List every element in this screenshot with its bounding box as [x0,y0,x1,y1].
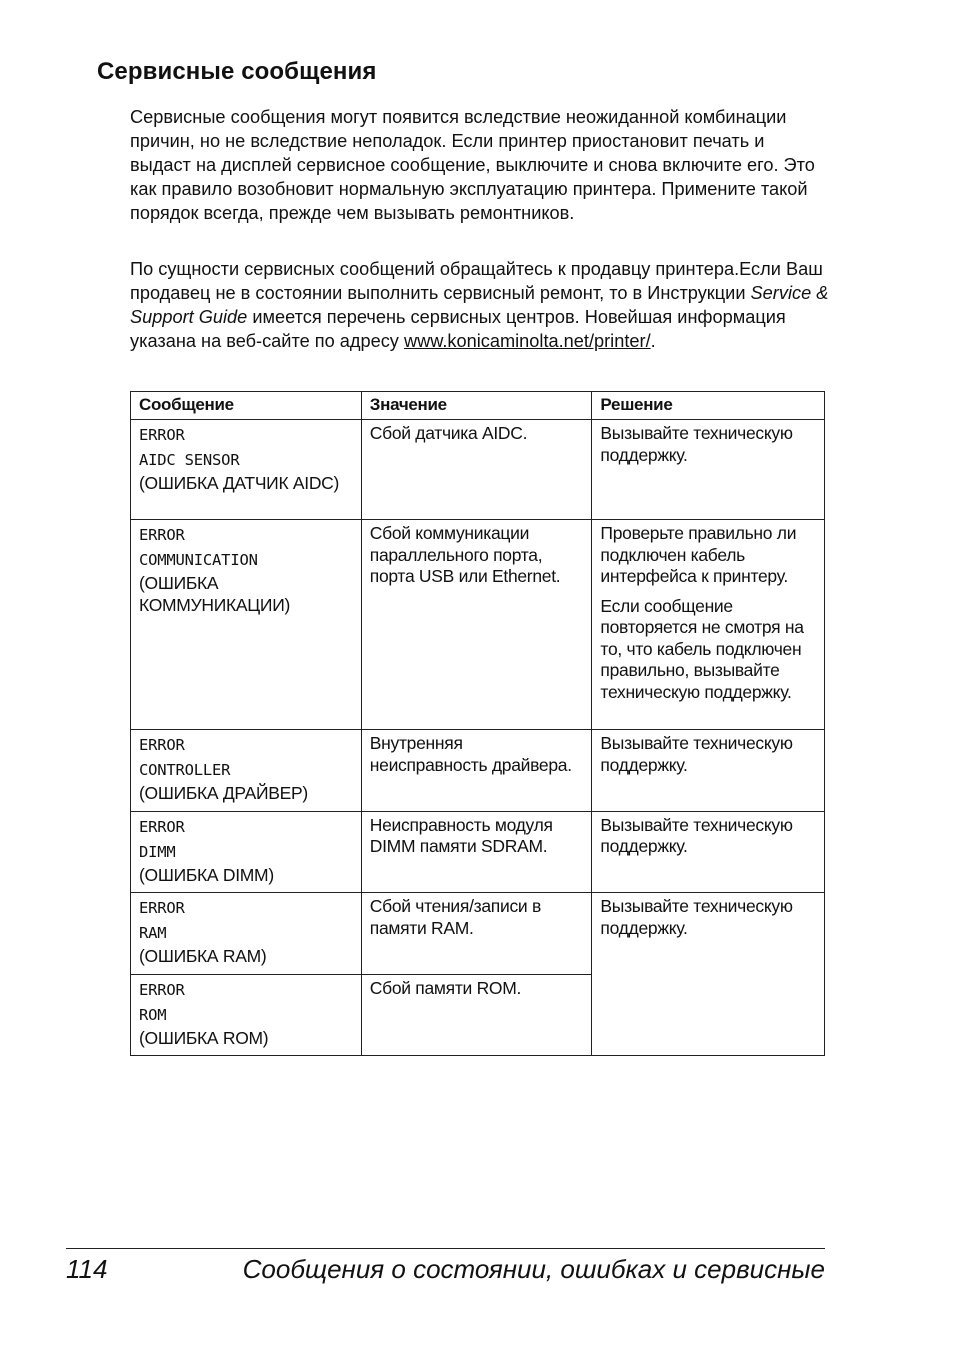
contact-paragraph [130,257,830,353]
error-code-line2: AIDC SENSOR [139,451,240,469]
error-label: (ОШИБКА ДАТЧИК AIDC) [139,473,340,493]
message-cell [131,811,362,893]
intro-paragraph: Сервисные сообщения могут появится вследствие неожиданной комбинации причин, но не вследствие неполадок. Если принтер приостановит печать и выдаст на дисплей сервисное сообщение, выключите и снова включите его. Это как правило возобновит нормальную эксплуатацию принтера. Примените такой порядок всегда, прежде чем вызывать ремонтников. [130,107,815,223]
error-code-line2: ROM [139,1005,167,1024]
table-row [131,730,825,812]
error-code-line1: ERROR [139,736,185,754]
solution-cell [592,520,825,730]
solution-cell [592,420,825,520]
error-code-line2: DIMM [139,842,176,861]
solution-cell [592,730,825,812]
solution-text: Проверьте правильно ли подключен кабель интерфейса к принтеру. [600,523,797,586]
meaning-cell: Сбой чтения/записи в памяти RAM. [361,893,592,975]
message-cell [131,420,362,520]
table-row [131,811,825,893]
table-row [131,520,825,730]
solution-cell-merged [592,893,825,1056]
table-header-row [131,392,825,420]
error-label: (ОШИБКА RAM) [139,946,267,966]
message-cell [131,974,362,1056]
page-number: 114 [66,1254,108,1284]
message-cell [131,520,362,730]
contact-text-middle: имеется перечень сервисных центров. Новейшая информация указана на веб-сайте по адресу [130,307,786,351]
table-row [131,420,825,520]
solution-text: Вызывайте техническую поддержку. [600,814,793,856]
solution-text: Вызывайте техническую поддержку. [600,423,793,465]
error-code-line2: CONTROLLER [139,761,231,779]
header-message: Сообщение [131,392,362,420]
message-cell [131,893,362,975]
table-row [131,893,825,975]
chapter-title: Сообщения о состоянии, ошибках и сервисные [242,1254,825,1284]
error-code-line1: ERROR [139,426,185,444]
service-messages-table [130,391,825,1056]
error-code-line1: ERROR [139,526,185,544]
solution-cell [592,811,825,893]
error-code-line1: ERROR [139,817,185,836]
contact-text-before: По сущности сервисных сообщений обращайтесь к продавцу принтера.Если Ваш продавец не в состоянии выполнить сервисный ремонт, то в Инструкции [130,259,823,303]
error-label: (ОШИБКА DIMM) [139,864,274,885]
meaning-cell: Внутренняя неисправность драйвера. [361,730,592,812]
header-meaning: Значение [361,392,592,420]
error-code-line1: ERROR [139,980,185,999]
footer-divider [66,1248,825,1249]
error-label: (ОШИБКА ДРАЙВЕР) [139,783,308,803]
solution-text-followup: Если сообщение повторяется не смотря на то, что кабель подключен правильно, вызывайте техническую поддержку. [600,595,804,702]
error-code-line2: RAM [139,924,167,942]
meaning-cell: Неисправность модуля DIMM памяти SDRAM. [361,811,592,893]
header-solution: Решение [592,392,825,420]
message-cell [131,730,362,812]
website-link[interactable]: www.konicaminolta.net/printer/ [403,331,651,351]
solution-text: Вызывайте техническую поддержку. [600,733,793,775]
error-label: (ОШИБКА КОММУНИКАЦИИ) [139,573,290,615]
error-code-line2: COMMUNICATION [139,551,258,569]
solution-text: Вызывайте техническую поддержку. [600,896,793,938]
meaning-cell: Сбой коммуникации параллельного порта, порта USB или Ethernet. [361,520,592,730]
meaning-cell: Сбой датчика AIDC. [361,420,592,520]
error-label: (ОШИБКА ROM) [139,1027,269,1048]
section-heading: Сервисные сообщения [97,58,377,85]
meaning-cell: Сбой памяти ROM. [361,974,592,1056]
contact-text-after: . [650,331,656,351]
guide-title: Service & Support Guide [130,283,829,327]
error-code-line1: ERROR [139,899,185,917]
